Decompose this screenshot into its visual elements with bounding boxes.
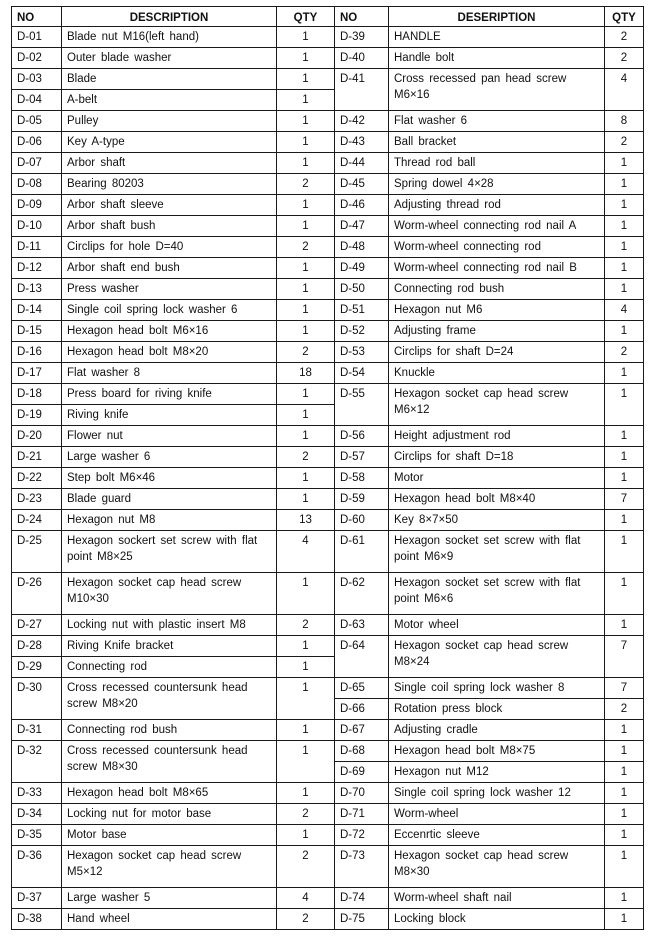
part-quantity-right: 1 (605, 783, 644, 804)
table-row (12, 447, 644, 468)
part-quantity-right: 7 (605, 678, 644, 699)
part-quantity-right: 4 (605, 300, 644, 321)
header-description-right: DESERIPTION (389, 7, 605, 27)
part-number-left: D-09 (12, 195, 62, 216)
part-description-left: Bearing 80203 (62, 174, 277, 195)
part-number-left: D-36 (12, 846, 62, 888)
table-row (12, 468, 644, 489)
part-number-left: D-18 (12, 384, 62, 405)
table-row (12, 720, 644, 741)
part-number-right: D-74 (335, 888, 389, 909)
part-description-left: Press board for riving knife (62, 384, 277, 405)
part-number-left: D-37 (12, 888, 62, 909)
part-number-right: D-71 (335, 804, 389, 825)
part-number-left: D-01 (12, 27, 62, 48)
part-quantity-right: 1 (605, 426, 644, 447)
part-number-left: D-06 (12, 132, 62, 153)
part-quantity-left: 2 (277, 846, 335, 888)
table-row (12, 888, 644, 909)
part-description-left: Arbor shaft sleeve (62, 195, 277, 216)
part-number-left: D-19 (12, 405, 62, 426)
part-quantity-right: 1 (605, 174, 644, 195)
part-description-left: Arbor shaft (62, 153, 277, 174)
table-row (12, 48, 644, 69)
part-quantity-left: 2 (277, 909, 335, 930)
part-description-right: Connecting rod bush (389, 279, 605, 300)
part-quantity-left: 1 (277, 69, 335, 90)
part-number-left: D-07 (12, 153, 62, 174)
part-number-right: D-65 (335, 678, 389, 699)
part-quantity-left: 1 (277, 279, 335, 300)
part-quantity-left: 1 (277, 132, 335, 153)
part-quantity-right: 1 (605, 510, 644, 531)
part-description-left: Blade guard (62, 489, 277, 510)
part-description-left: Single coil spring lock washer 6 (62, 300, 277, 321)
part-quantity-right: 1 (605, 384, 644, 426)
part-description-right: Adjusting thread rod (389, 195, 605, 216)
part-description-right: Hexagon nut M12 (389, 762, 605, 783)
part-number-right: D-55 (335, 384, 389, 426)
table-row (12, 174, 644, 195)
part-description-right: Worm-wheel connecting rod nail B (389, 258, 605, 279)
part-quantity-left: 1 (277, 195, 335, 216)
part-description-right: Circlips for shaft D=18 (389, 447, 605, 468)
part-quantity-right: 1 (605, 825, 644, 846)
part-description-left: Hexagon nut M8 (62, 510, 277, 531)
part-number-right: D-72 (335, 825, 389, 846)
part-description-right: Hexagon head bolt M8×75 (389, 741, 605, 762)
part-quantity-right: 1 (605, 615, 644, 636)
part-quantity-left: 1 (277, 300, 335, 321)
table-row (12, 363, 644, 384)
table-row (12, 384, 644, 405)
part-number-left: D-38 (12, 909, 62, 930)
part-quantity-right: 1 (605, 741, 644, 762)
part-quantity-left: 2 (277, 615, 335, 636)
table-row (12, 846, 644, 888)
part-number-left: D-31 (12, 720, 62, 741)
part-number-right: D-51 (335, 300, 389, 321)
part-number-left: D-26 (12, 573, 62, 615)
part-quantity-right: 1 (605, 720, 644, 741)
header-description-left: DESCRIPTION (62, 7, 277, 27)
part-quantity-right: 1 (605, 321, 644, 342)
table-row (12, 909, 644, 930)
part-quantity-right: 2 (605, 27, 644, 48)
part-quantity-right: 1 (605, 153, 644, 174)
part-description-left: Circlips for hole D=40 (62, 237, 277, 258)
table-row (12, 489, 644, 510)
table-row (12, 636, 644, 657)
part-number-right: D-57 (335, 447, 389, 468)
part-quantity-left: 2 (277, 447, 335, 468)
part-quantity-right: 1 (605, 447, 644, 468)
part-number-left: D-29 (12, 657, 62, 678)
part-description-right: Single coil spring lock washer 8 (389, 678, 605, 699)
part-number-right: D-41 (335, 69, 389, 111)
part-description-right: Hexagon nut M6 (389, 300, 605, 321)
parts-list-table (11, 6, 644, 930)
part-number-right: D-60 (335, 510, 389, 531)
part-description-right: Knuckle (389, 363, 605, 384)
table-row (12, 69, 644, 90)
part-number-left: D-30 (12, 678, 62, 720)
part-number-right: D-58 (335, 468, 389, 489)
part-number-left: D-12 (12, 258, 62, 279)
part-quantity-left: 1 (277, 678, 335, 720)
part-description-left: Hexagon head bolt M8×65 (62, 783, 277, 804)
header-no-right: NO (335, 7, 389, 27)
part-quantity-left: 1 (277, 111, 335, 132)
part-number-right: D-54 (335, 363, 389, 384)
part-number-right: D-70 (335, 783, 389, 804)
part-description-right: Rotation press block (389, 699, 605, 720)
part-number-right: D-59 (335, 489, 389, 510)
part-number-left: D-13 (12, 279, 62, 300)
part-description-left: Press washer (62, 279, 277, 300)
part-description-left: Key A-type (62, 132, 277, 153)
part-description-right: Ball bracket (389, 132, 605, 153)
part-number-right: D-66 (335, 699, 389, 720)
part-description-left: Hexagon socket cap head screw M10×30 (62, 573, 277, 615)
part-number-left: D-04 (12, 90, 62, 111)
table-row (12, 426, 644, 447)
part-quantity-left: 1 (277, 258, 335, 279)
part-quantity-right: 8 (605, 111, 644, 132)
part-description-left: Flat washer 8 (62, 363, 277, 384)
part-description-right: Hexagon socket cap head screw M8×24 (389, 636, 605, 678)
part-number-right: D-52 (335, 321, 389, 342)
part-description-left: Cross recessed countersunk head screw M8×20 (62, 678, 277, 720)
part-quantity-left: 1 (277, 825, 335, 846)
table-row (12, 615, 644, 636)
table-row (12, 783, 644, 804)
part-description-right: Hexagon socket cap head screw M6×12 (389, 384, 605, 426)
part-number-right: D-46 (335, 195, 389, 216)
part-quantity-left: 1 (277, 783, 335, 804)
part-quantity-left: 1 (277, 468, 335, 489)
table-row (12, 195, 644, 216)
part-quantity-left: 1 (277, 90, 335, 111)
part-quantity-right: 1 (605, 846, 644, 888)
part-number-right: D-73 (335, 846, 389, 888)
part-number-right: D-42 (335, 111, 389, 132)
part-description-left: Connecting rod (62, 657, 277, 678)
table-row (12, 825, 644, 846)
part-number-right: D-53 (335, 342, 389, 363)
part-description-left: Pulley (62, 111, 277, 132)
part-number-left: D-03 (12, 69, 62, 90)
part-quantity-left: 1 (277, 636, 335, 657)
part-quantity-right: 1 (605, 216, 644, 237)
part-quantity-right: 1 (605, 195, 644, 216)
part-description-left: Hexagon socket cap head screw M5×12 (62, 846, 277, 888)
part-quantity-right: 1 (605, 363, 644, 384)
part-quantity-left: 1 (277, 405, 335, 426)
part-number-right: D-63 (335, 615, 389, 636)
part-description-right: Worm-wheel (389, 804, 605, 825)
part-description-right: Height adjustment rod (389, 426, 605, 447)
part-description-left: Hexagon sockert set screw with flat point M8×25 (62, 531, 277, 573)
part-number-left: D-08 (12, 174, 62, 195)
part-quantity-right: 1 (605, 237, 644, 258)
part-number-left: D-35 (12, 825, 62, 846)
part-number-right: D-39 (335, 27, 389, 48)
part-quantity-left: 1 (277, 216, 335, 237)
part-quantity-right: 1 (605, 279, 644, 300)
part-description-right: Single coil spring lock washer 12 (389, 783, 605, 804)
part-description-right: Key 8×7×50 (389, 510, 605, 531)
part-quantity-left: 1 (277, 573, 335, 615)
table-row (12, 321, 644, 342)
part-description-left: Blade (62, 69, 277, 90)
part-description-right: Adjusting frame (389, 321, 605, 342)
table-row (12, 300, 644, 321)
part-number-left: D-28 (12, 636, 62, 657)
table-row (12, 342, 644, 363)
part-number-right: D-61 (335, 531, 389, 573)
part-quantity-right: 1 (605, 909, 644, 930)
part-description-left: Riving Knife bracket (62, 636, 277, 657)
part-description-right: Hexagon socket set screw with flat point M6×6 (389, 573, 605, 615)
part-quantity-left: 4 (277, 531, 335, 573)
part-description-right: Locking block (389, 909, 605, 930)
part-number-right: D-47 (335, 216, 389, 237)
table-row (12, 153, 644, 174)
part-number-left: D-20 (12, 426, 62, 447)
header-row (12, 7, 644, 27)
part-number-left: D-11 (12, 237, 62, 258)
part-number-right: D-48 (335, 237, 389, 258)
part-number-right: D-43 (335, 132, 389, 153)
part-description-right: Worm-wheel connecting rod (389, 237, 605, 258)
part-quantity-left: 1 (277, 153, 335, 174)
part-number-right: D-69 (335, 762, 389, 783)
table-row (12, 27, 644, 48)
part-quantity-right: 1 (605, 468, 644, 489)
table-row (12, 279, 644, 300)
part-quantity-right: 1 (605, 531, 644, 573)
part-description-left: Locking nut with plastic insert M8 (62, 615, 277, 636)
part-description-right: Adjusting cradle (389, 720, 605, 741)
part-quantity-left: 18 (277, 363, 335, 384)
part-number-right: D-49 (335, 258, 389, 279)
table-row (12, 510, 644, 531)
table-row (12, 111, 644, 132)
part-number-left: D-33 (12, 783, 62, 804)
table-row (12, 258, 644, 279)
part-number-left: D-27 (12, 615, 62, 636)
header-qty-left: QTY (277, 7, 335, 27)
table-row (12, 804, 644, 825)
part-quantity-left: 1 (277, 489, 335, 510)
part-quantity-right: 2 (605, 48, 644, 69)
parts-table-body (12, 27, 644, 930)
part-description-right: Hexagon socket cap head screw M8×30 (389, 846, 605, 888)
part-number-left: D-21 (12, 447, 62, 468)
part-quantity-right: 1 (605, 804, 644, 825)
part-description-left: Motor base (62, 825, 277, 846)
part-number-left: D-16 (12, 342, 62, 363)
part-description-left: Large washer 6 (62, 447, 277, 468)
part-description-left: Large washer 5 (62, 888, 277, 909)
part-quantity-left: 2 (277, 174, 335, 195)
part-quantity-right: 2 (605, 699, 644, 720)
header-qty-right: QTY (605, 7, 644, 27)
part-number-right: D-68 (335, 741, 389, 762)
part-quantity-right: 7 (605, 489, 644, 510)
part-number-left: D-15 (12, 321, 62, 342)
part-number-right: D-64 (335, 636, 389, 678)
part-description-left: A-belt (62, 90, 277, 111)
part-number-left: D-22 (12, 468, 62, 489)
part-quantity-left: 1 (277, 720, 335, 741)
part-quantity-left: 2 (277, 342, 335, 363)
part-description-right: Hexagon head bolt M8×40 (389, 489, 605, 510)
part-quantity-right: 1 (605, 258, 644, 279)
part-number-left: D-10 (12, 216, 62, 237)
part-description-right: Circlips for shaft D=24 (389, 342, 605, 363)
part-number-left: D-24 (12, 510, 62, 531)
part-description-left: Connecting rod bush (62, 720, 277, 741)
header-no-left: NO (12, 7, 62, 27)
part-description-left: Step bolt M6×46 (62, 468, 277, 489)
part-quantity-left: 1 (277, 426, 335, 447)
part-quantity-right: 1 (605, 888, 644, 909)
part-number-right: D-56 (335, 426, 389, 447)
part-quantity-left: 2 (277, 804, 335, 825)
part-number-left: D-14 (12, 300, 62, 321)
part-quantity-right: 1 (605, 573, 644, 615)
part-quantity-left: 1 (277, 657, 335, 678)
part-description-right: Hexagon socket set screw with flat point M6×9 (389, 531, 605, 573)
part-description-left: Locking nut for motor base (62, 804, 277, 825)
part-description-right: Handle bolt (389, 48, 605, 69)
part-quantity-left: 4 (277, 888, 335, 909)
part-quantity-right: 7 (605, 636, 644, 678)
part-description-right: Motor (389, 468, 605, 489)
part-number-right: D-50 (335, 279, 389, 300)
part-number-right: D-44 (335, 153, 389, 174)
part-quantity-left: 1 (277, 384, 335, 405)
part-description-right: Worm-wheel shaft nail (389, 888, 605, 909)
part-quantity-right: 4 (605, 69, 644, 111)
part-description-right: Spring dowel 4×28 (389, 174, 605, 195)
part-number-right: D-75 (335, 909, 389, 930)
part-number-right: D-62 (335, 573, 389, 615)
part-description-right: HANDLE (389, 27, 605, 48)
part-number-left: D-02 (12, 48, 62, 69)
part-number-right: D-67 (335, 720, 389, 741)
part-description-right: Worm-wheel connecting rod nail A (389, 216, 605, 237)
part-description-left: Hexagon head bolt M6×16 (62, 321, 277, 342)
part-description-right: Thread rod ball (389, 153, 605, 174)
part-description-left: Flower nut (62, 426, 277, 447)
part-number-left: D-34 (12, 804, 62, 825)
part-description-left: Cross recessed countersunk head screw M8×30 (62, 741, 277, 783)
part-quantity-left: 1 (277, 741, 335, 783)
part-description-left: Hand wheel (62, 909, 277, 930)
part-quantity-right: 2 (605, 132, 644, 153)
part-number-right: D-40 (335, 48, 389, 69)
table-row (12, 132, 644, 153)
table-row (12, 573, 644, 615)
part-quantity-left: 1 (277, 321, 335, 342)
part-quantity-right: 1 (605, 762, 644, 783)
part-number-left: D-05 (12, 111, 62, 132)
part-description-left: Arbor shaft bush (62, 216, 277, 237)
table-row (12, 678, 644, 699)
table-row (12, 216, 644, 237)
table-row (12, 531, 644, 573)
part-description-right: Eccenrtic sleeve (389, 825, 605, 846)
table-row (12, 237, 644, 258)
part-description-left: Arbor shaft end bush (62, 258, 277, 279)
part-quantity-left: 1 (277, 48, 335, 69)
part-description-left: Blade nut M16(left hand) (62, 27, 277, 48)
part-quantity-left: 13 (277, 510, 335, 531)
part-number-right: D-45 (335, 174, 389, 195)
part-description-left: Outer blade washer (62, 48, 277, 69)
part-description-right: Motor wheel (389, 615, 605, 636)
part-number-left: D-25 (12, 531, 62, 573)
part-number-left: D-32 (12, 741, 62, 783)
part-number-left: D-17 (12, 363, 62, 384)
part-number-left: D-23 (12, 489, 62, 510)
part-quantity-left: 2 (277, 237, 335, 258)
part-quantity-right: 2 (605, 342, 644, 363)
part-description-right: Cross recessed pan head screw M6×16 (389, 69, 605, 111)
table-row (12, 741, 644, 762)
part-description-left: Riving knife (62, 405, 277, 426)
part-description-left: Hexagon head bolt M8×20 (62, 342, 277, 363)
part-quantity-left: 1 (277, 27, 335, 48)
part-description-right: Flat washer 6 (389, 111, 605, 132)
